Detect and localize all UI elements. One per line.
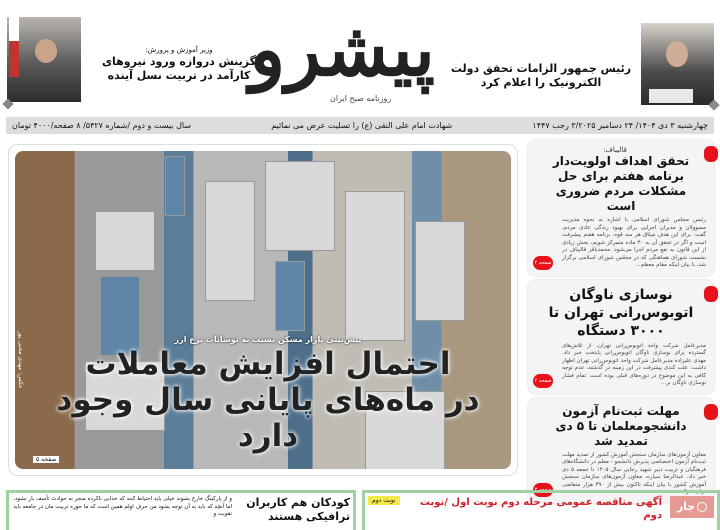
top-right-teaser[interactable]: رئیس جمهور الزامات تحقق دولت الکترونیک را اعلام کرد: [450, 62, 632, 89]
story-title: تحقق اهداف اولویت‌دار برنامه هفتم برای حل مشکلات مردم ضروری است: [552, 154, 690, 213]
page-badge[interactable]: صفحه ۳: [533, 483, 553, 497]
side-story-exam[interactable]: [528, 398, 714, 503]
bullet-icon: [704, 146, 718, 162]
story-title: مهلت ثبت‌نام آزمون دانشجومعلمان تا ۵ دی تمدید شد: [555, 403, 687, 448]
page-badge[interactable]: صفحه ۲: [533, 256, 553, 270]
main-story[interactable]: [8, 144, 518, 476]
aerial-buildings-photo: [15, 151, 511, 469]
bullet-icon: [704, 286, 718, 302]
page-ref: صفحه ۵: [33, 456, 59, 463]
info-bar: [6, 117, 714, 134]
story-body: معاون آزمون‌های سازمان سنجش آموزش کشور از تمدید مهلت ثبت‌نام آزمون اختصاصی پذیرش دانشجو - معلم در دانشگاه‌های فرهنگیان و تربیت دبیر شهید رجایی سال ۱۴۰۵ تا جمعه ۵ دی خبر داد. عبدالرضا سیاره، معاون آزمون‌های سازمان سنجش آموزش کشور با بیان اینکه تاکنون بیش از ۳۹۰ هزار متقاضی برای شرکت...: [562, 451, 707, 495]
issue-date: چهارشنبه ۳ دی ۱۴۰۴/ ۲۴ دسامبر ۳/۲۰۲۵ رجب ۱۴۴۷: [532, 121, 708, 130]
headline-line-2: در ماه‌های پایانی سال وجود دارد: [56, 382, 480, 454]
story-kicker: قالیباف:: [603, 146, 627, 154]
story-body: مدیرعامل شرکت واحد اتوبوس‌رانی تهران، از تلاش‌های گسترده برای نوسازی ناوگان اتوبوس‌رانی پایتخت خبر داد. مهدی علیزاده مدیرعامل شرکت واحد اتوبوس‌رانی تهران اظهار داشت: علت کندی پیشرفت در این زمینه در گذشته، عدم توجه کافی به این موضوع در دوره‌های قبلی بوده است. تمام فشار نوسازی ناوگان بر...: [562, 342, 706, 386]
story-body: رئیس مجلس شورای اسلامی با اشاره به نحوه مدیریت مسوولان و مدیران اجرایی برای بهبود زندگی عادی مردم، گفت: برای این هدف میثاق هر سه قوه، برنامه هفتم پیشرفت است و اگر در تحقق آن به ۳۰ ماده متمرکز شویم، بخش زیادی از این قانون به نفع مردم اجرا می‌شود. محمدباقر قالیباف در نشست شورای هماهنگی که در مجلس شورای اسلامی برگزار شد، با بیان اینکه مقام معظم...: [562, 217, 707, 268]
minister-photo: [7, 17, 81, 102]
ad-title: آگهی مناقصه عمومی مرحله دوم نوبت اول /نوبت دوم: [419, 497, 662, 521]
condolence-note: شهادت امام علی النقی (ع) را تسلیت عرض می نمائیم: [271, 121, 453, 130]
tagline: روزنامه صبح ایران: [330, 94, 392, 103]
story-title: نوسازی ناوگان اتوبوس‌رانی تهران تا ۳۰۰۰ دستگاه: [548, 286, 694, 339]
headline-line-1: احتمال افزایش معاملات: [85, 346, 451, 382]
page-badge[interactable]: صفحه ۲: [533, 374, 553, 388]
top-left-teaser[interactable]: [86, 46, 272, 82]
main-headline: [33, 346, 503, 454]
logo-text: جار: [676, 500, 696, 513]
side-column: [528, 140, 714, 503]
teaser-title: گزینش دروازه ورود نیروهای کارآمد در تربیت نسل آینده: [101, 54, 257, 82]
story-body: و از پارکینگ خارج بشوند خیلی باید احتیاط کنند که خدایی ناکرده منجر به حوادث تأسف بار نشود. اما آنچه که باید به آن توجه بشود من حرف اولم همین است که ما حوزه تربیت مان در جامعه باید تقویت و: [13, 496, 232, 517]
issue-number: سال بیست و دوم /شماره ۵۴۲۷/ ۸ صفحه/۴۰۰۰ تومان: [12, 121, 192, 130]
photo-credit: عکس: مهدی محبی پور: [17, 331, 24, 389]
tender-advertisement[interactable]: [362, 490, 720, 530]
president-photo: [641, 23, 714, 105]
main-kicker: پیش‌بینی بازار مسکن نسبت به نوسانات نرخ ارز: [174, 335, 362, 344]
main-headline-block: [33, 335, 503, 463]
ad-logo: [670, 496, 714, 518]
side-story-qalibaf[interactable]: [528, 140, 714, 276]
newspaper-logo: پیشرو: [249, 7, 435, 93]
ad-badge: نوبت دوم: [368, 496, 400, 505]
teaser-kicker: وزیر آموزش و پرورش:: [145, 46, 213, 54]
bullet-icon: [704, 404, 718, 420]
story-title: کودکان هم کاربران ترافیکی هستند: [246, 496, 350, 523]
bottom-story-children-traffic[interactable]: [6, 490, 356, 530]
side-story-bus[interactable]: [528, 280, 714, 394]
flower-logo-icon: [697, 502, 707, 512]
